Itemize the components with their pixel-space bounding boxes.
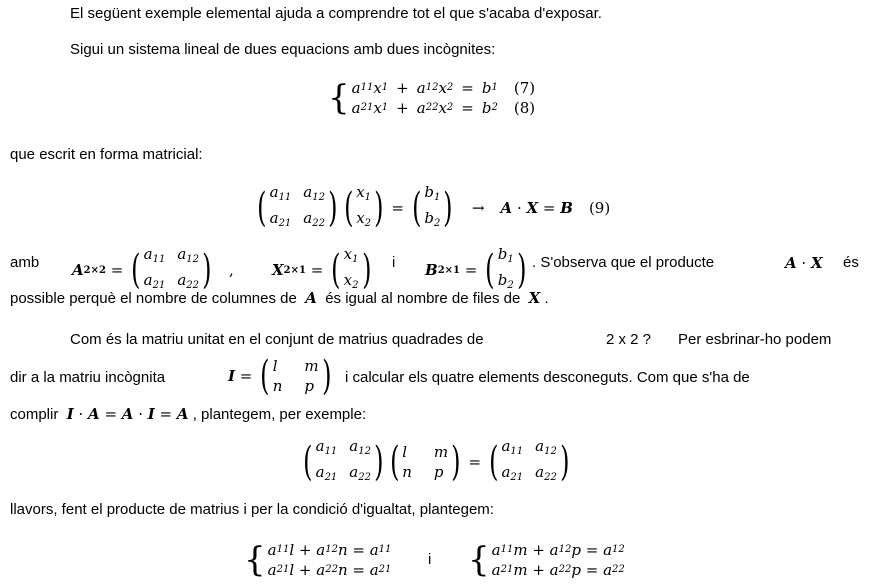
unit-matrix-question-b: Per esbrinar-ho podem bbox=[678, 331, 832, 348]
possible-text-a: possible perquè el nombre de columnes de bbox=[10, 290, 297, 307]
left-brace: { bbox=[328, 78, 350, 118]
matrix-X-definition: X 2×1 = ( $x_1$ $x_2$ ) bbox=[272, 245, 371, 293]
matrix-form-intro: que escrit en forma matricial: bbox=[10, 146, 203, 163]
possible-line bbox=[10, 288, 549, 309]
unit-matrix-question-a: Com és la matriu unitat en el conjunt de matrius quadrades de bbox=[70, 331, 484, 348]
matrix-equation-9: ( $a_{11}$ $a_{12}$ $a_{21}$ $a_{22}$ ) ( $x_1$ $x_2$ ) = ( $b_1$ $b_2$ ) → A · X = B (9) bbox=[257, 183, 611, 231]
product-remark: . S'observa que el producte bbox=[532, 254, 715, 271]
linear-system-l-n: { a 11 l + a 12 n = a 11 a 21 l + a 22 n = a 21 bbox=[244, 540, 392, 580]
complir-line bbox=[10, 404, 366, 425]
llavors-paragraph: llavors, fent el producte de matrius i per la condició d'igualtat, plantegem: bbox=[10, 501, 494, 518]
amb-word: amb bbox=[10, 254, 40, 271]
possible-text-b: és igual al nombre de files de bbox=[325, 290, 521, 307]
plantegem-text: , plantegem, per exemple: bbox=[192, 406, 367, 423]
matrix-A-definition: A 2×2 = ( $a_{11}$ $a_{12}$ $a_{21}$ $a_{22}$ ) , bbox=[72, 245, 234, 293]
linear-system-m-p: { a 11 m + a 12 p = a 12 a 21 m + a 22 p = a 22 bbox=[468, 540, 625, 580]
matrix-product-equation: ( $a_{11}$ $a_{12}$ $a_{21}$ $a_{22}$ ) ( l m n p ) = ( $a_{11}$ $a_{12}$ $a_{21}$ $a_{22}$ ) bbox=[303, 437, 570, 485]
i-between-systems: i bbox=[428, 551, 432, 568]
product-AX: A · X bbox=[785, 254, 823, 272]
equation-number-7: (7) bbox=[513, 79, 536, 97]
equation-number-8: (8) bbox=[513, 99, 536, 117]
es-word: és bbox=[843, 254, 859, 271]
unit-matrix-size: 2 x 2 ? bbox=[606, 331, 652, 348]
unknown-matrix-text-b: i calcular els quatre elements desconeguts. Com que s'ha de bbox=[345, 369, 750, 386]
symbol-A: A bbox=[305, 289, 317, 307]
unknown-matrix-text-a: dir a la matriu incògnita bbox=[10, 369, 166, 386]
i-conjunction: i bbox=[392, 254, 396, 271]
left-brace-2: { bbox=[468, 540, 490, 580]
system-intro: Sigui un sistema lineal de dues equacions amb dues incògnites: bbox=[70, 41, 496, 58]
equation-number-9: (9) bbox=[588, 199, 611, 217]
matrix-I-definition: I = ( l m n p ) bbox=[228, 353, 332, 399]
symbol-X: X bbox=[528, 289, 541, 307]
identity-condition: I · A = A · I = A bbox=[66, 405, 189, 423]
matrix-B-definition: B 2×1 = ( $b_1$ $b_2$ ) bbox=[425, 245, 527, 293]
possible-end: . bbox=[544, 290, 549, 307]
linear-system-7-8: { a 11 x 1 + a 12 x 2 = b 1 (7) a 21 x 1 + a 22 x 2 = b 2 (8) bbox=[328, 78, 536, 118]
complir-text: complir bbox=[10, 406, 59, 423]
intro-paragraph: El següent exemple elemental ajuda a comprendre tot el que s'acaba d'exposar. bbox=[70, 5, 602, 22]
left-brace-1: { bbox=[244, 540, 266, 580]
